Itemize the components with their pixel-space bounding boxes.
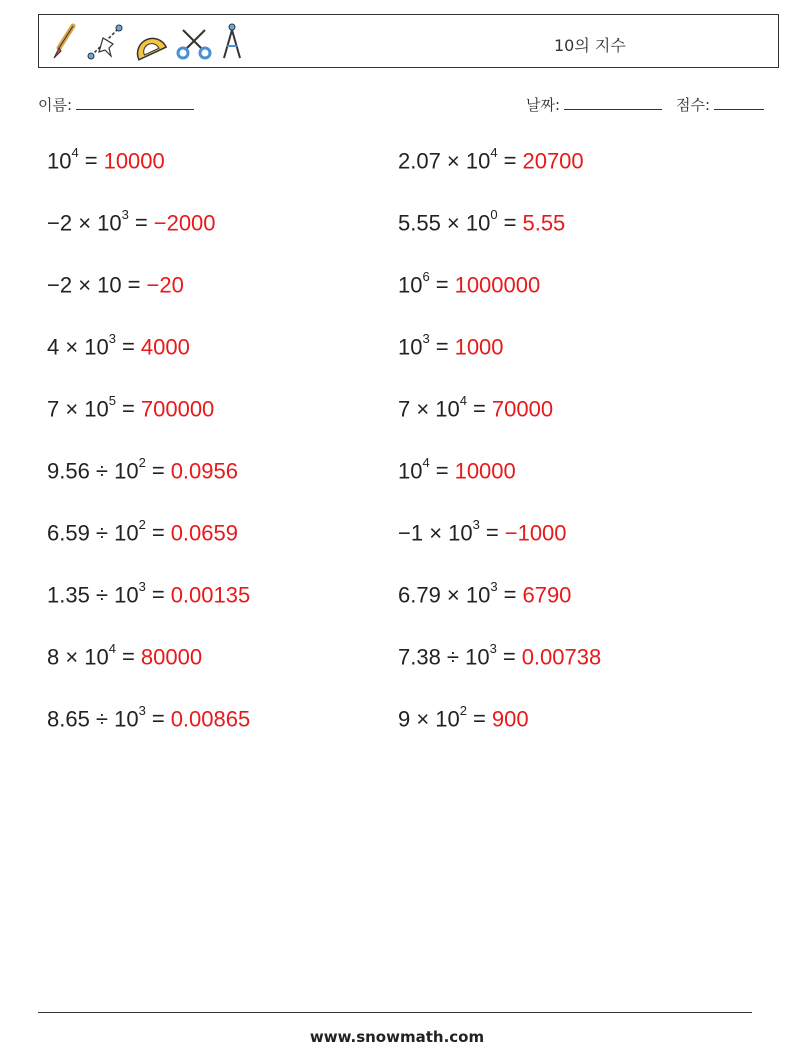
problem-answer: 0.0659	[170, 520, 238, 546]
problem-exponent: 3	[108, 331, 117, 346]
score-label: 점수:	[676, 96, 711, 114]
equals-sign: =	[151, 458, 165, 484]
problem-exponent: 4	[459, 393, 468, 408]
problem-exponent: 4	[422, 455, 430, 470]
problem-item	[47, 272, 184, 298]
problem-expression: 7.38 ÷ 10	[398, 644, 490, 670]
problem-exponent: 3	[472, 517, 480, 532]
footer-divider	[38, 1012, 752, 1013]
equals-sign: =	[151, 520, 165, 546]
equals-sign: =	[151, 582, 165, 608]
problem-item	[398, 331, 504, 360]
worksheet-title: 10의 지수	[554, 36, 626, 55]
problem-exponent: 2	[459, 703, 468, 718]
problem-answer: 1000	[454, 334, 504, 360]
equals-sign: =	[84, 148, 98, 174]
problem-answer: 10000	[103, 148, 165, 174]
problem-answer: 6790	[522, 582, 572, 608]
problem-item	[398, 455, 516, 484]
problem-answer: 0.00738	[521, 644, 602, 670]
score-field	[676, 94, 764, 115]
equals-sign: =	[122, 396, 135, 422]
paintbrush-icon	[47, 22, 81, 62]
problem-exponent: 3	[490, 579, 498, 594]
name-field	[38, 94, 194, 115]
problem-exponent: 5	[108, 393, 117, 408]
problem-item	[398, 703, 529, 732]
problem-item	[398, 145, 584, 174]
problem-exponent: 6	[422, 269, 430, 284]
problem-item	[47, 517, 238, 546]
problem-answer: 0.0956	[170, 458, 238, 484]
problem-item	[47, 641, 203, 670]
problem-expression: 6.79 × 10	[398, 582, 491, 608]
problem-expression: 7 × 10	[47, 396, 109, 422]
pushpin-icon	[87, 22, 125, 62]
problem-expression: 5.55 × 10	[398, 210, 491, 236]
equals-sign: =	[134, 210, 148, 236]
problem-item	[47, 455, 238, 484]
problem-item	[47, 207, 216, 236]
problem-expression: −2 × 10	[47, 210, 122, 236]
problem-item	[398, 517, 567, 546]
problem-exponent: 2	[138, 455, 146, 470]
equals-sign: =	[127, 272, 141, 298]
problem-exponent: 4	[71, 145, 79, 160]
problem-exponent: 0	[490, 207, 498, 222]
problem-item	[47, 393, 215, 422]
problem-item	[398, 269, 541, 298]
problem-expression: 6.59 ÷ 10	[47, 520, 139, 546]
problem-expression: 1.35 ÷ 10	[47, 582, 139, 608]
equals-sign: =	[502, 644, 516, 670]
problem-expression: 8 × 10	[47, 644, 109, 670]
problem-exponent: 2	[138, 517, 146, 532]
problem-expression: −2 × 10	[47, 272, 122, 298]
problem-expression: 9 × 10	[398, 706, 460, 732]
protractor-icon	[131, 22, 169, 62]
problem-item	[47, 703, 251, 732]
problem-exponent: 3	[121, 207, 129, 222]
problem-answer: −2000	[153, 210, 216, 236]
problem-exponent: 3	[422, 331, 430, 346]
problem-answer: 700000	[140, 396, 215, 422]
problem-item	[47, 331, 190, 360]
problem-answer: −1000	[504, 520, 567, 546]
problem-expression: 10	[398, 334, 423, 360]
problem-expression: 9.56 ÷ 10	[47, 458, 139, 484]
problem-answer: 20700	[522, 148, 584, 174]
equals-sign: =	[485, 520, 499, 546]
equals-sign: =	[122, 644, 135, 670]
problem-answer: 70000	[491, 396, 554, 422]
problem-answer: 0.00135	[170, 582, 251, 608]
problem-item	[398, 393, 554, 422]
problem-exponent: 4	[108, 641, 117, 656]
equals-sign: =	[503, 582, 517, 608]
problem-expression: 10	[47, 148, 72, 174]
equals-sign: =	[435, 334, 449, 360]
problem-item	[398, 641, 602, 670]
problem-expression: 7 × 10	[398, 396, 460, 422]
equals-sign: =	[503, 210, 517, 236]
date-blank[interactable]	[564, 95, 662, 110]
date-label: 날짜:	[526, 96, 561, 114]
problem-exponent: 3	[138, 579, 146, 594]
problem-expression: −1 × 10	[398, 520, 473, 546]
problem-item	[398, 579, 572, 608]
scissors-icon	[175, 22, 213, 62]
equals-sign: =	[473, 396, 486, 422]
problem-answer: −20	[146, 272, 184, 298]
problem-answer: 0.00865	[170, 706, 251, 732]
problem-expression: 4 × 10	[47, 334, 109, 360]
equals-sign: =	[503, 148, 517, 174]
problem-answer: 10000	[454, 458, 516, 484]
problem-exponent: 4	[490, 145, 498, 160]
equals-sign: =	[435, 458, 449, 484]
score-blank[interactable]	[714, 95, 764, 110]
problem-answer: 5.55	[522, 210, 566, 236]
name-blank[interactable]	[76, 95, 194, 110]
problem-item	[47, 579, 251, 608]
problem-answer: 1000000	[454, 272, 541, 298]
problem-expression: 8.65 ÷ 10	[47, 706, 139, 732]
problem-answer: 4000	[140, 334, 190, 360]
problem-exponent: 3	[138, 703, 146, 718]
problem-exponent: 3	[489, 641, 497, 656]
date-field	[526, 94, 662, 115]
equals-sign: =	[122, 334, 135, 360]
equals-sign: =	[151, 706, 165, 732]
name-label: 이름:	[38, 96, 73, 114]
problem-expression: 10	[398, 272, 423, 298]
footer-site: www.snowmath.com	[309, 1028, 485, 1046]
compass-icon	[219, 22, 245, 62]
problem-expression: 2.07 × 10	[398, 148, 491, 174]
problem-item	[398, 207, 566, 236]
problem-answer: 900	[491, 706, 529, 732]
equals-sign: =	[435, 272, 449, 298]
worksheet-header	[38, 14, 779, 68]
problem-expression: 10	[398, 458, 423, 484]
problem-answer: 80000	[140, 644, 203, 670]
problem-item	[47, 145, 165, 174]
equals-sign: =	[473, 706, 486, 732]
icon-strip	[47, 21, 245, 63]
